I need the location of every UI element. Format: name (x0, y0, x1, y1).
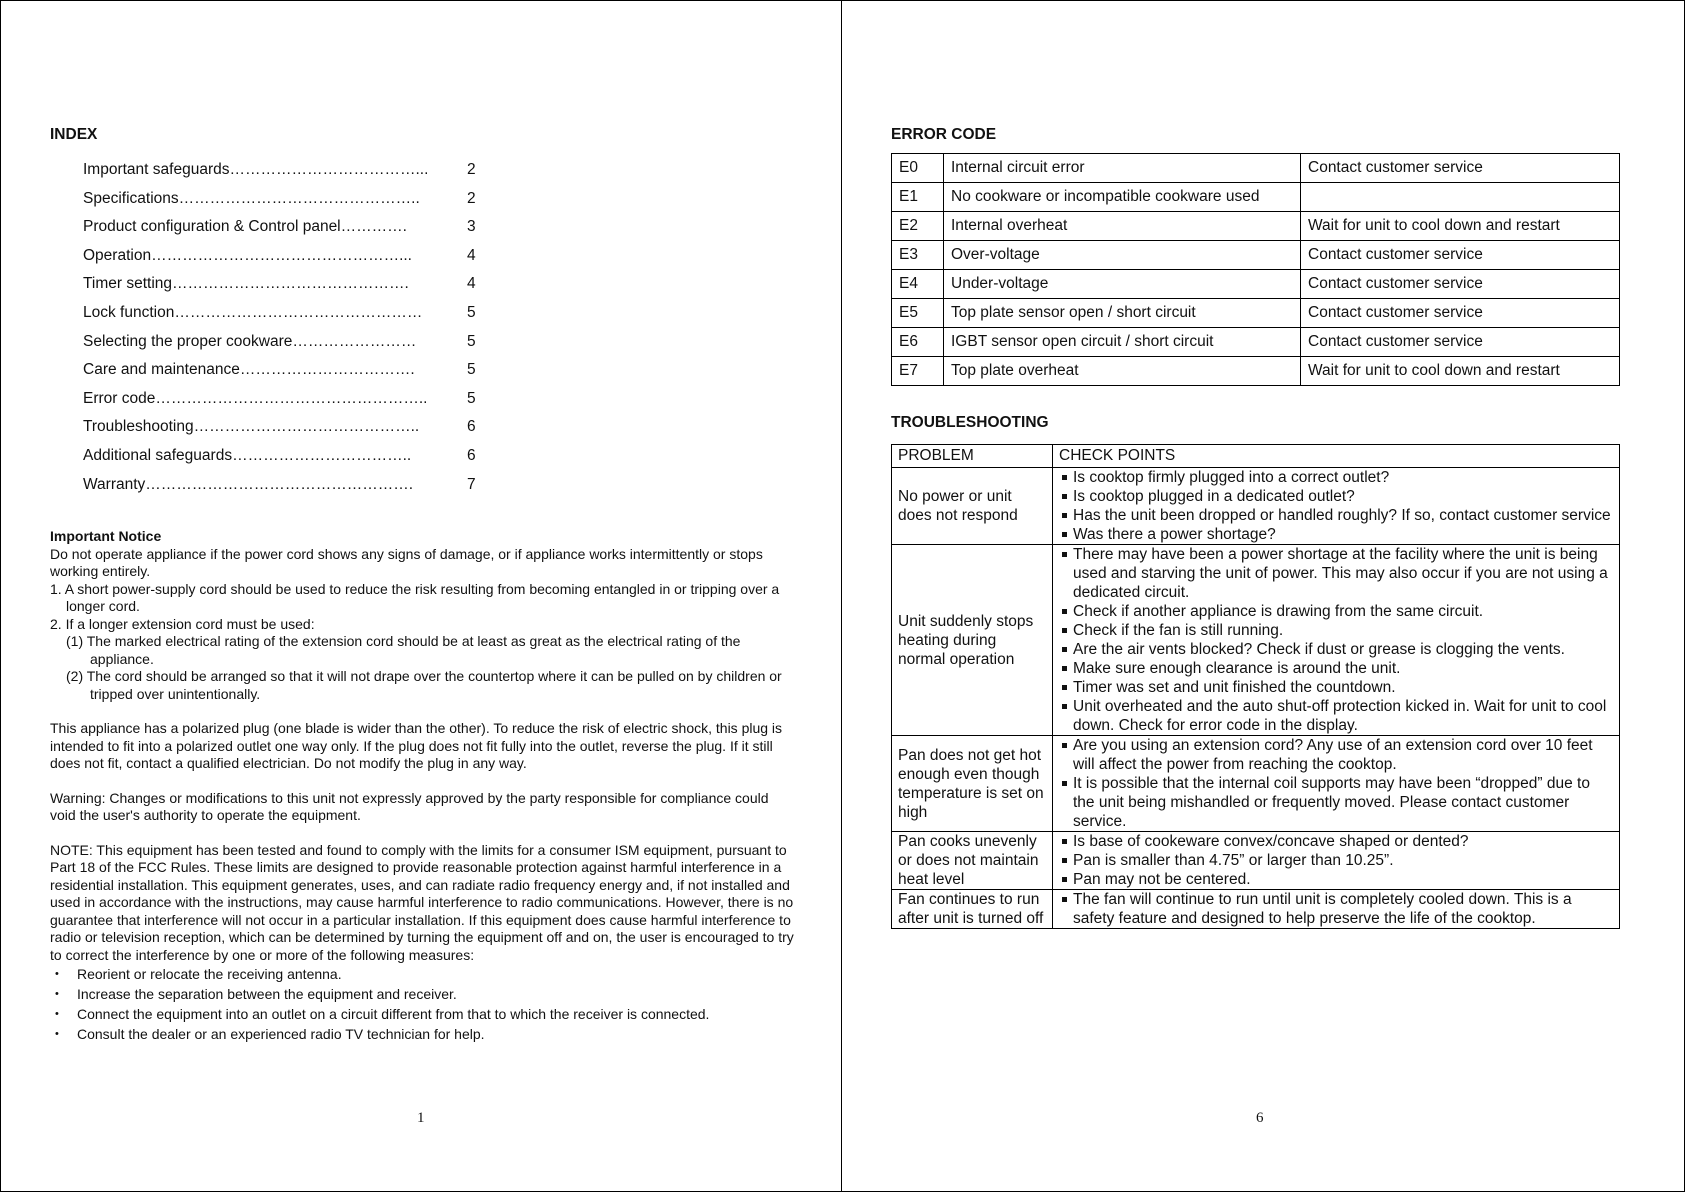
error-action-cell: Contact customer service (1301, 241, 1620, 270)
notice-item-2: 2. If a longer extension cord must be used: (50, 615, 315, 632)
bullet-icon: • (55, 1008, 59, 1021)
measure-item (50, 1004, 795, 1024)
error-code-cell: E1 (892, 183, 944, 212)
index-label: Care and maintenance……………………………. (83, 361, 415, 379)
index-page-number: 6 (467, 418, 476, 436)
error-description-cell: IGBT sensor open circuit / short circuit (944, 328, 1301, 357)
check-point-item: The fan will continue to run until unit is completely cooled down. This is a safety feature and designed to help preserve the life of the cooktop. (1059, 890, 1613, 928)
index-page-number: 6 (467, 446, 476, 464)
index-row (83, 476, 795, 505)
index-row (83, 247, 795, 276)
measure-text: Connect the equipment into an outlet on a circuit different from that to which the receiver is connected. (77, 1006, 710, 1023)
column-header-check-points: CHECK POINTS (1053, 445, 1620, 468)
error-description-cell: Top plate overheat (944, 357, 1301, 386)
index-page-number: 3 (467, 218, 476, 236)
index-row (83, 218, 795, 247)
error-action-cell: Contact customer service (1301, 328, 1620, 357)
measure-text: Increase the separation between the equipment and receiver. (77, 986, 457, 1003)
measure-item (50, 964, 795, 984)
error-row (892, 241, 1620, 270)
bullet-icon: • (55, 1028, 59, 1041)
index-page-number: 2 (467, 161, 476, 178)
check-points-cell (1053, 890, 1620, 929)
polarized-plug-paragraph: This appliance has a polarized plug (one blade is wider than the other). To reduce the risk of electric shock, this plug is intended to fit into a polarized outlet one way only. If the plug does not fit fully into the outlet, reverse the plug. If it still does not fit, contact a qualified electrician. Do not modify the plug in any way. (50, 720, 783, 772)
warning-paragraph: Warning: Changes or modifications to this unit not expressly approved by the party responsible for compliance could void the user's authority to operate the equipment. (50, 789, 769, 824)
index-page-number: 5 (467, 361, 476, 379)
index-list (50, 161, 795, 504)
check-points-list (1059, 890, 1613, 928)
index-label: Error code…………………………………………….. (83, 389, 428, 407)
notice-intro: Do not operate appliance if the power cord shows any signs of damage, or if appliance works intermittently or stops working entirely. (50, 545, 763, 580)
index-row (83, 418, 795, 447)
check-point-item: Is base of cookeware convex/concave shaped or dented? (1059, 832, 1613, 851)
check-points-cell (1053, 832, 1620, 890)
check-point-item: Pan may not be centered. (1059, 870, 1613, 889)
problem-cell: Unit suddenly stops heating during normal operation (892, 545, 1053, 736)
error-action-cell: Contact customer service (1301, 270, 1620, 299)
check-points-list (1059, 736, 1613, 831)
error-action-cell: Contact customer service (1301, 154, 1620, 183)
index-row (83, 161, 795, 190)
error-row (892, 270, 1620, 299)
check-point-item: Is cooktop plugged in a dedicated outlet? (1059, 487, 1613, 506)
column-header-problem: PROBLEM (892, 445, 1053, 468)
error-action-cell (1301, 183, 1620, 212)
error-action-cell: Wait for unit to cool down and restart (1301, 212, 1620, 241)
left-page (50, 126, 795, 1044)
page-divider (841, 0, 842, 1192)
troubleshooting-row (892, 832, 1620, 890)
error-code-title: ERROR CODE (891, 126, 997, 143)
index-row (83, 447, 795, 476)
error-action-cell: Contact customer service (1301, 299, 1620, 328)
error-row (892, 212, 1620, 241)
troubleshooting-row (892, 736, 1620, 832)
check-point-item: Has the unit been dropped or handled roughly? If so, contact customer service (1059, 506, 1613, 525)
index-label: Warranty……………………………………………. (83, 475, 414, 493)
index-label: Product configuration & Control panel…………. (83, 218, 407, 236)
bullet-icon: • (55, 988, 59, 1001)
index-label: Selecting the proper cookware…………………… (83, 332, 417, 350)
error-description-cell: Internal circuit error (944, 154, 1301, 183)
measure-text: Consult the dealer or an experienced radio TV technician for help. (77, 1026, 485, 1043)
check-points-cell (1053, 545, 1620, 736)
error-description-cell: Over-voltage (944, 241, 1301, 270)
check-point-item: There may have been a power shortage at the facility where the unit is being used and starving the unit of power. This may also occur if you are not using a dedicated circuit. (1059, 545, 1613, 602)
notice-item-1: 1. A short power-supply cord should be used to reduce the risk resulting from becoming entangled in or tripping over a longer cord. (50, 580, 780, 615)
notice-subitem-2: (2) The cord should be arranged so that it will not drape over the countertop where it can be pulled on by children or tripped over unintentionally. (66, 668, 782, 702)
right-page (891, 126, 1621, 929)
index-page-number: 4 (467, 275, 476, 293)
error-code-cell: E5 (892, 299, 944, 328)
error-row (892, 183, 1620, 212)
troubleshooting-row (892, 468, 1620, 545)
index-row (83, 361, 795, 390)
check-points-list (1059, 545, 1613, 735)
index-page-number: 4 (467, 246, 476, 264)
notice-subitem-1: (1) The marked electrical rating of the extension cord should be at least as great as the electrical rating of the appliance. (66, 633, 741, 667)
troubleshooting-row (892, 890, 1620, 929)
error-code-cell: E2 (892, 212, 944, 241)
problem-cell: No power or unit does not respond (892, 468, 1053, 545)
check-point-item: Make sure enough clearance is around the unit. (1059, 659, 1613, 678)
index-title: INDEX (50, 126, 98, 143)
measure-text: Reorient or relocate the receiving antenna. (77, 966, 342, 983)
bullet-icon: • (55, 968, 59, 981)
index-label: Specifications……………………………………….. (83, 189, 420, 207)
error-row (892, 154, 1620, 183)
check-point-item: Check if the fan is still running. (1059, 621, 1613, 640)
index-label: Troubleshooting…………………………………….. (83, 418, 420, 436)
check-point-item: Are you using an extension cord? Any use of an extension cord over 10 feet will affect the power from reaching the cooktop. (1059, 736, 1613, 774)
error-description-cell: No cookware or incompatible cookware used (944, 183, 1301, 212)
measure-item (50, 1024, 795, 1044)
problem-cell: Pan cooks unevenly or does not maintain heat level (892, 832, 1053, 890)
error-description-cell: Top plate sensor open / short circuit (944, 299, 1301, 328)
check-point-item: Is cooktop firmly plugged into a correct outlet? (1059, 468, 1613, 487)
check-points-list (1059, 468, 1613, 544)
problem-cell: Pan does not get hot enough even though temperature is set on high (892, 736, 1053, 832)
check-point-item: Was there a power shortage? (1059, 525, 1613, 544)
error-description-cell: Under-voltage (944, 270, 1301, 299)
troubleshooting-header-row (892, 445, 1620, 468)
check-point-item: Pan is smaller than 4.75” or larger than 10.25”. (1059, 851, 1613, 870)
index-page-number: 2 (467, 189, 476, 207)
index-row (83, 275, 795, 304)
error-action-cell: Wait for unit to cool down and restart (1301, 357, 1620, 386)
measures-list (50, 964, 795, 1044)
index-row (83, 390, 795, 419)
page-number-left: 1 (417, 1110, 425, 1126)
check-points-list (1059, 832, 1613, 889)
check-point-item: It is possible that the internal coil supports may have been “dropped” due to the unit being mishandled or frequently moved. Please contact customer service. (1059, 774, 1613, 831)
page-number-right: 6 (1256, 1110, 1264, 1126)
index-label: Operation…………………………………………... (83, 246, 412, 264)
index-page-number: 5 (467, 332, 476, 350)
error-code-cell: E3 (892, 241, 944, 270)
troubleshooting-table (891, 444, 1620, 929)
index-row (83, 190, 795, 219)
index-row (83, 333, 795, 362)
fcc-note-paragraph: NOTE: This equipment has been tested and found to comply with the limits for a consumer ISM equipment, pursuant to Part 18 of the FCC Rules. These limits are designed to provide reasonable protection against harmful interference in a residential installation. This equipment generates, uses, and can radiate radio frequency energy and, if not installed and used in accordance with the instructions, may cause harmful interference to radio communications. However, there is no guarantee that interference will not occur in a particular installation. If this equipment does cause harmful interference to radio or television reception, which can be determined by turning the equipment off and on, the user is encouraged to try to correct the interference by one or more of the following measures: (50, 841, 794, 963)
check-point-item: Check if another appliance is drawing from the same circuit. (1059, 602, 1613, 621)
check-points-cell (1053, 736, 1620, 832)
measure-item (50, 984, 795, 1004)
troubleshooting-title: TROUBLESHOOTING (891, 414, 1049, 431)
error-row (892, 299, 1620, 328)
index-page-number: 5 (467, 303, 476, 321)
error-row (892, 357, 1620, 386)
notice-title: Important Notice (50, 528, 162, 545)
error-description-cell: Internal overheat (944, 212, 1301, 241)
index-page-number: 7 (467, 475, 476, 493)
check-points-cell (1053, 468, 1620, 545)
check-point-item: Are the air vents blocked? Check if dust or grease is clogging the vents. (1059, 640, 1613, 659)
index-row (83, 304, 795, 333)
check-point-item: Timer was set and unit finished the countdown. (1059, 678, 1613, 697)
index-label: Timer setting………………………………………. (83, 275, 409, 293)
error-code-cell: E7 (892, 357, 944, 386)
index-label: Lock function………………………………………… (83, 303, 423, 321)
index-label: Additional safeguards…………………………….. (83, 446, 412, 464)
troubleshooting-row (892, 545, 1620, 736)
problem-cell: Fan continues to run after unit is turned off (892, 890, 1053, 929)
error-code-cell: E4 (892, 270, 944, 299)
error-code-table (891, 153, 1620, 386)
index-label: Important safeguards………………………………... (83, 161, 429, 178)
error-code-cell: E6 (892, 328, 944, 357)
error-row (892, 328, 1620, 357)
error-code-cell: E0 (892, 154, 944, 183)
index-page-number: 5 (467, 389, 476, 407)
check-point-item: Unit overheated and the auto shut-off protection kicked in. Wait for unit to cool down. Check for error code in the display. (1059, 697, 1613, 735)
